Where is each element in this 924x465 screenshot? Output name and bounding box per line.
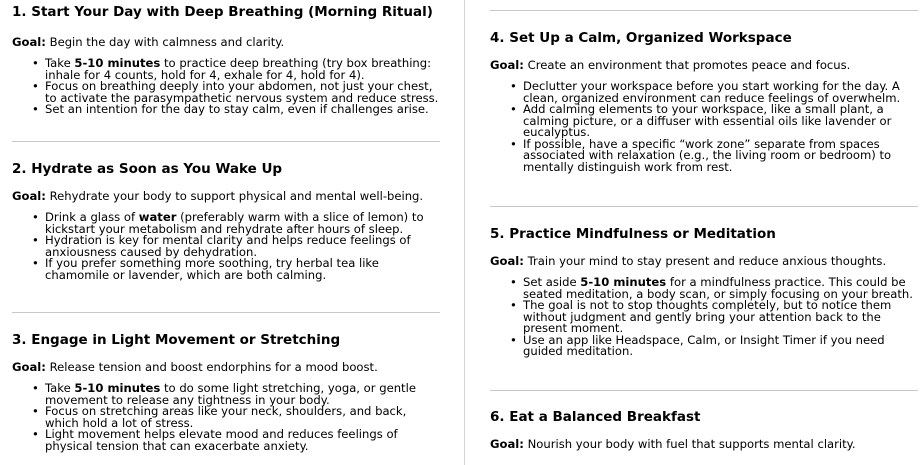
- list-item: [45, 258, 440, 281]
- item-text: Focus on stretching areas like your neck, shoulders, and back, which hold a lot of stress.: [45, 404, 407, 430]
- section-divider: [12, 141, 440, 142]
- list-item: [523, 104, 918, 139]
- list-item: [523, 332, 918, 358]
- list-item: [45, 212, 440, 235]
- list-item: [523, 277, 918, 300]
- item-text: to practice deep breathing (try box breathing: inhale for 4 counts, hold for 4, exhale for 4, hold for 4).: [45, 56, 432, 82]
- list-item: [523, 81, 918, 104]
- goal-text: Train your mind to stay present and reduce anxious thoughts.: [527, 254, 887, 268]
- section-divider: [490, 206, 918, 207]
- item-text: Add calming elements to your workspace, like a small plant, a calming picture, or a diffuser with essential oils like lavender or eucalyptus.: [523, 102, 892, 139]
- bullet-list: [490, 81, 918, 173]
- bullet-list: [490, 277, 918, 358]
- goal-label: Goal:: [12, 360, 46, 374]
- section-title: 2. Hydrate as Soon as You Wake Up: [12, 161, 283, 177]
- item-text: The goal is not to stop thoughts completely, but to notice them without judgment and gently bring your attention back to the present moment.: [523, 298, 892, 335]
- item-text: Declutter your workspace before you start working for the day. A clean, organized environment can reduce feelings of overwhelm.: [523, 79, 901, 105]
- section-light-movement: [12, 331, 440, 452]
- section-title: 5. Practice Mindfulness or Meditation: [490, 226, 776, 242]
- item-text: Set an intention for the day to stay calm, even if challenges arise.: [45, 102, 429, 116]
- list-item: [45, 429, 440, 452]
- list-item: [45, 81, 440, 104]
- section-title: 3. Engage in Light Movement or Stretching: [12, 332, 341, 348]
- goal-text: Begin the day with calmness and clarity.: [49, 35, 285, 49]
- item-text: Focus on breathing deeply into your abdomen, not just your chest, to activate the parasympathetic nervous system and reduce stress.: [45, 79, 439, 105]
- section-title: 6. Eat a Balanced Breakfast: [490, 409, 701, 425]
- section-deep-breathing: [12, 3, 440, 116]
- list-item: [45, 235, 440, 258]
- list-item: [523, 136, 918, 174]
- list-item: [523, 300, 918, 335]
- item-text: Set aside: [523, 275, 581, 289]
- section-workspace: [490, 29, 918, 173]
- item-text: (preferably warm with a slice of lemon) to kickstart your metabolism and rehydrate after hours of sleep.: [45, 210, 424, 236]
- item-text: Light movement helps elevate mood and reduces feelings of physical tension that can exacerbate anxiety.: [45, 427, 398, 453]
- section-title: 1. Start Your Day with Deep Breathing (Morning Ritual): [12, 4, 433, 20]
- item-emphasis: 5-10 minutes: [580, 275, 667, 289]
- goal-label: Goal:: [12, 189, 46, 203]
- section-goal: [490, 58, 918, 72]
- item-emphasis: 5-10 minutes: [74, 56, 161, 70]
- section-divider: [490, 10, 918, 11]
- item-text: Hydration is key for mental clarity and helps reduce feelings of anxiousness caused by dehydration.: [45, 233, 411, 259]
- bullet-list: [12, 383, 440, 452]
- item-text: Use an app like Headspace, Calm, or Insight Timer if you need guided meditation.: [523, 332, 885, 358]
- bullet-list: [12, 58, 440, 116]
- section-goal: [490, 254, 918, 268]
- item-text: Drink a glass of: [45, 210, 139, 224]
- list-item: [45, 104, 440, 116]
- goal-label: Goal:: [490, 254, 524, 268]
- goal-text: Release tension and boost endorphins for a mood boost.: [49, 360, 378, 374]
- item-text: If possible, have a specific “work zone” separate from spaces associated with relaxation (e.g., the living room or bedroom) to mentally distinguish work from rest.: [523, 136, 892, 174]
- list-item: [45, 406, 440, 429]
- goal-text: Create an environment that promotes peace and focus.: [527, 58, 851, 72]
- item-text: Take: [45, 381, 75, 395]
- section-title: 4. Set Up a Calm, Organized Workspace: [490, 30, 792, 46]
- item-emphasis: 5-10 minutes: [74, 381, 161, 395]
- section-goal: [12, 360, 440, 374]
- item-text: Take: [45, 56, 75, 70]
- goal-label: Goal:: [490, 437, 524, 451]
- list-item: [45, 58, 440, 81]
- section-breakfast: [490, 408, 918, 451]
- bullet-list: [12, 212, 440, 281]
- list-item: [45, 383, 440, 406]
- column-divider: [464, 0, 465, 465]
- section-mindfulness: [490, 225, 918, 358]
- goal-label: Goal:: [490, 58, 524, 72]
- item-text: If you prefer something more soothing, try herbal tea like chamomile or lavender, which are both calming.: [45, 256, 379, 282]
- section-goal: [12, 189, 440, 203]
- goal-text: Rehydrate your body to support physical and mental well-being.: [49, 189, 424, 203]
- section-hydrate: [12, 160, 440, 281]
- item-text: to do some light stretching, yoga, or gentle movement to release any tightness in your body.: [45, 381, 416, 407]
- section-goal: [12, 35, 440, 49]
- section-divider: [490, 390, 918, 391]
- section-goal: [490, 437, 918, 451]
- item-text: for a mindfulness practice. This could be seated meditation, a body scan, or simply focusing on your breath.: [523, 275, 913, 301]
- item-emphasis: water: [138, 210, 177, 224]
- goal-label: Goal:: [12, 35, 46, 49]
- section-divider: [12, 312, 440, 313]
- goal-text: Nourish your body with fuel that supports mental clarity.: [527, 437, 856, 451]
